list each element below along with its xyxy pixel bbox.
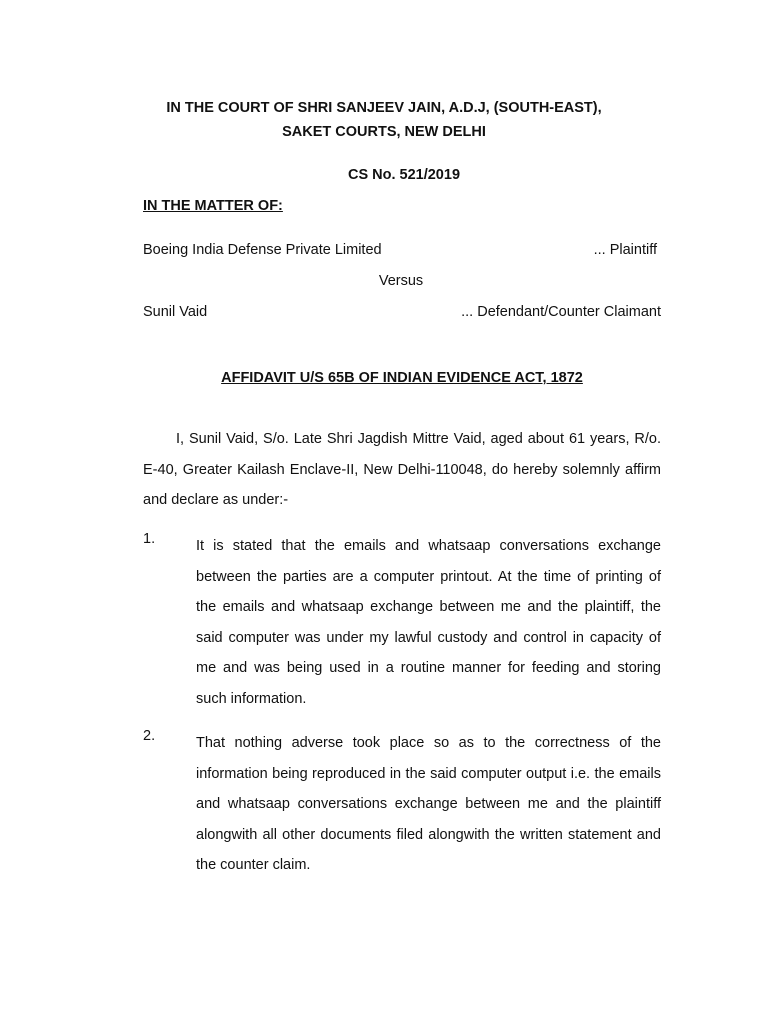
defendant-name: Sunil Vaid — [143, 304, 208, 320]
numbered-paragraph — [143, 531, 661, 714]
plaintiff-role: ... Plaintiff — [593, 242, 657, 258]
defendant-role: ... Defendant/Counter Claimant — [461, 304, 661, 320]
paragraph-text: That nothing adverse took place so as to the correctness of the information being reproduced in the said computer output i.e. the emails and whatsaap conversations exchange between me and the plaintiff alongwith all other documents filed alongwith the written statement and the counter claim. — [196, 735, 661, 873]
versus-label: Versus — [378, 273, 424, 289]
plaintiff-name: Boeing India Defense Private Limited — [143, 242, 382, 258]
numbered-paragraph — [143, 728, 661, 881]
defendant-row — [143, 304, 661, 324]
case-number: CS No. 521/2019 — [347, 167, 461, 183]
matter-heading: IN THE MATTER OF: — [143, 198, 283, 214]
affidavit-title: AFFIDAVIT U/S 65B OF INDIAN EVIDENCE ACT, 1872 — [221, 370, 583, 386]
court-heading-line2: SAKET COURTS, NEW DELHI — [282, 124, 486, 140]
paragraph-number: 1. — [143, 531, 156, 547]
paragraph-number: 2. — [143, 728, 156, 744]
paragraph-text: It is stated that the emails and whatsaap conversations exchange between the parties are a computer printout. At the time of printing of the emails and whatsaap exchange between me and the plaintiff, the said computer was under my lawful custody and control in capacity of me and was being used in a routine manner for feeding and storing such information. — [196, 538, 661, 707]
court-heading-line1: IN THE COURT OF SHRI SANJEEV JAIN, A.D.J, (SOUTH-EAST), — [166, 100, 602, 116]
plaintiff-row — [143, 242, 661, 262]
intro-paragraph: I, Sunil Vaid, S/o. Late Shri Jagdish Mittre Vaid, aged about 61 years, R/o. E-40, Greater Kailash Enclave-II, New Delhi-110048, do hereby solemnly affirm and declare as under:- — [143, 431, 661, 508]
